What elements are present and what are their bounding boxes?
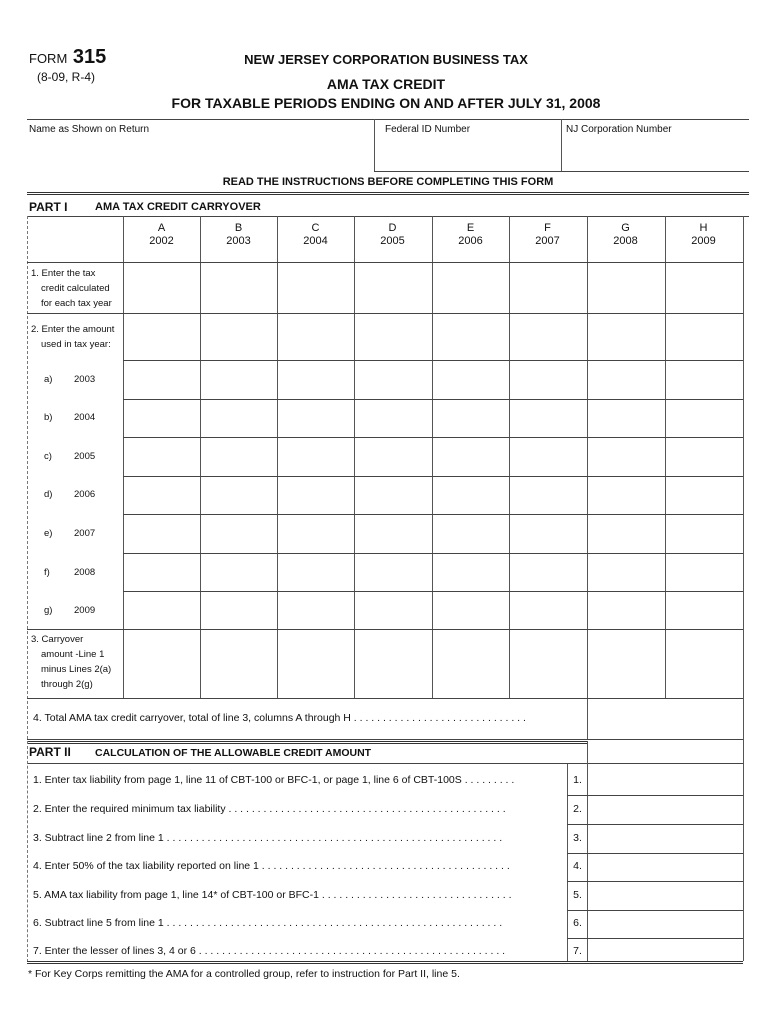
line4-label: 4. Total AMA tax credit carryover, total of line 3, columns A through H . . . . . . . . . . . . . . . . . . . . . . . . . . . . . . [33,712,526,724]
grid-left-border [27,216,28,739]
line2a-amount-cells[interactable] [124,361,742,398]
part2-title: CALCULATION OF THE ALLOWABLE CREDIT AMOUNT [95,747,372,759]
subrow-2d-label: d) 2006 [44,489,96,500]
part1-label: PART I [29,200,68,214]
line2-label: 2. Enter the amount used in tax year: [31,324,115,350]
column-header-e: E 2006 [458,222,483,247]
part2-line4-label: 4. Enter 50% of the tax liability reported on line 1 . . . . . . . . . . . . . . . . . . . . . . . . . . . . . . . . . . . . . . . . . . . [33,860,510,872]
part2-line2-label: 2. Enter the required minimum tax liability . . . . . . . . . . . . . . . . . . . . . . . . . . . . . . . . . . . . . . . . . . . . . . . . [33,803,506,815]
line1-amount-cells[interactable] [124,263,742,312]
part2-line5-label: 5. AMA tax liability from page 1, line 14* of CBT-100 or BFC-1 . . . . . . . . . . . . . . . . . . . . . . . . . . . . . . . . . [33,889,512,901]
name-field[interactable] [27,136,372,170]
footnote: * For Key Corps remitting the AMA for a controlled group, refer to instruction for Part II, line 5. [28,968,460,980]
part2-line2-number: 2. [573,803,582,815]
part2-line7-number: 7. [573,945,582,957]
nj-corp-field[interactable] [563,136,748,170]
subrow-2c-label: c) 2005 [44,451,96,462]
line2c-amount-cells[interactable] [124,438,742,475]
part2-left-border [27,741,28,962]
part2-line5-amount[interactable] [588,882,742,909]
line4-total-field[interactable] [588,699,742,738]
line2f-amount-cells[interactable] [124,554,742,590]
subrow-2g-label: g) 2009 [44,605,96,616]
id-top-rule [27,119,749,120]
instructions-rule [27,192,749,195]
subrow-2e-label: e) 2007 [44,528,96,539]
part2-line3-label: 3. Subtract line 2 from line 1 . . . . . . . . . . . . . . . . . . . . . . . . . . . . . . . . . . . . . . . . . . . . . . . . . . . . . . . . . . [33,832,503,844]
line3-label: 3. Carryover amount -Line 1 minus Lines 2(a) through 2(g) [31,634,112,690]
part2-line2-amount[interactable] [588,796,742,823]
column-header-c: C 2004 [303,222,328,247]
column-header-b: B 2003 [226,222,251,247]
header-line-2: AMA TAX CREDIT [326,76,446,92]
line2b-amount-cells[interactable] [124,400,742,436]
column-header-h: H 2009 [691,222,716,247]
part2-line6-number: 6. [573,917,582,929]
line3-amount-cells[interactable] [124,630,742,697]
form-label [29,46,106,69]
line2g-amount-cells[interactable] [124,592,742,628]
part2-line6-label: 6. Subtract line 5 from line 1 . . . . . . . . . . . . . . . . . . . . . . . . . . . . . . . . . . . . . . . . . . . . . . . . . . . . . . . . . . [33,917,503,929]
part2-line3-number: 3. [573,832,582,844]
part2-top-rule [27,741,587,744]
line1-label: 1. Enter the tax credit calculated for each tax year [31,268,112,309]
form-number: 315 [72,46,107,68]
part1-top-rule [27,216,749,217]
form-revision: (8-09, R-4) [37,70,96,84]
subrow-2f-label: f) 2008 [44,567,96,578]
header-line-1: NEW JERSEY CORPORATION BUSINESS TAX [244,52,528,67]
part2-line1-label: 1. Enter tax liability from page 1, line 11 of CBT-100 or BFC-1, or page 1, line 6 of CBT-100S . . . . . . . . . [33,774,515,786]
part2-line7-label: 7. Enter the lesser of lines 3, 4 or 6 . . . . . . . . . . . . . . . . . . . . . . . . . . . . . . . . . . . . . . . . . . . . . . . . . . . . . [33,945,506,957]
part2-line3-amount[interactable] [588,825,742,852]
part2-title-rule [27,763,743,764]
part2-line7-amount[interactable] [588,939,742,960]
line4-bottom-rule [27,739,743,740]
part2-line1-amount[interactable] [588,765,742,794]
subrow-2a-label: a) 2003 [44,374,96,385]
grid-right-border [743,216,744,961]
header-line-3: FOR TAXABLE PERIODS ENDING ON AND AFTER JULY 31, 2008 [171,95,601,111]
line2-amount-cells[interactable] [124,314,742,359]
nj-corp-label: NJ Corporation Number [566,124,672,135]
part2-bottom-rule [27,961,743,964]
column-header-d: D 2005 [380,222,405,247]
part2-line4-amount[interactable] [588,854,742,880]
name-label: Name as Shown on Return [29,124,150,135]
id-bottom-rule [374,171,749,172]
part2-line6-amount[interactable] [588,911,742,937]
id-divider-2 [561,119,562,171]
part2-line1-number: 1. [573,774,582,786]
subrow-2b-label: b) 2004 [44,412,96,423]
fein-label: Federal ID Number [385,124,471,135]
id-divider-1 [374,119,375,171]
column-header-g: G 2008 [613,222,638,247]
part2-line5-number: 5. [573,889,582,901]
column-header-a: A 2002 [149,222,174,247]
column-header-f: F 2007 [535,222,560,247]
fein-field[interactable] [376,136,559,170]
part2-label: PART II [29,745,71,759]
instructions-note: READ THE INSTRUCTIONS BEFORE COMPLETING THIS FORM [222,176,554,188]
part1-title: AMA TAX CREDIT CARRYOVER [95,201,261,213]
form-word: FORM [29,51,68,66]
part2-line4-number: 4. [573,860,582,872]
line2e-amount-cells[interactable] [124,515,742,552]
line2d-amount-cells[interactable] [124,477,742,513]
